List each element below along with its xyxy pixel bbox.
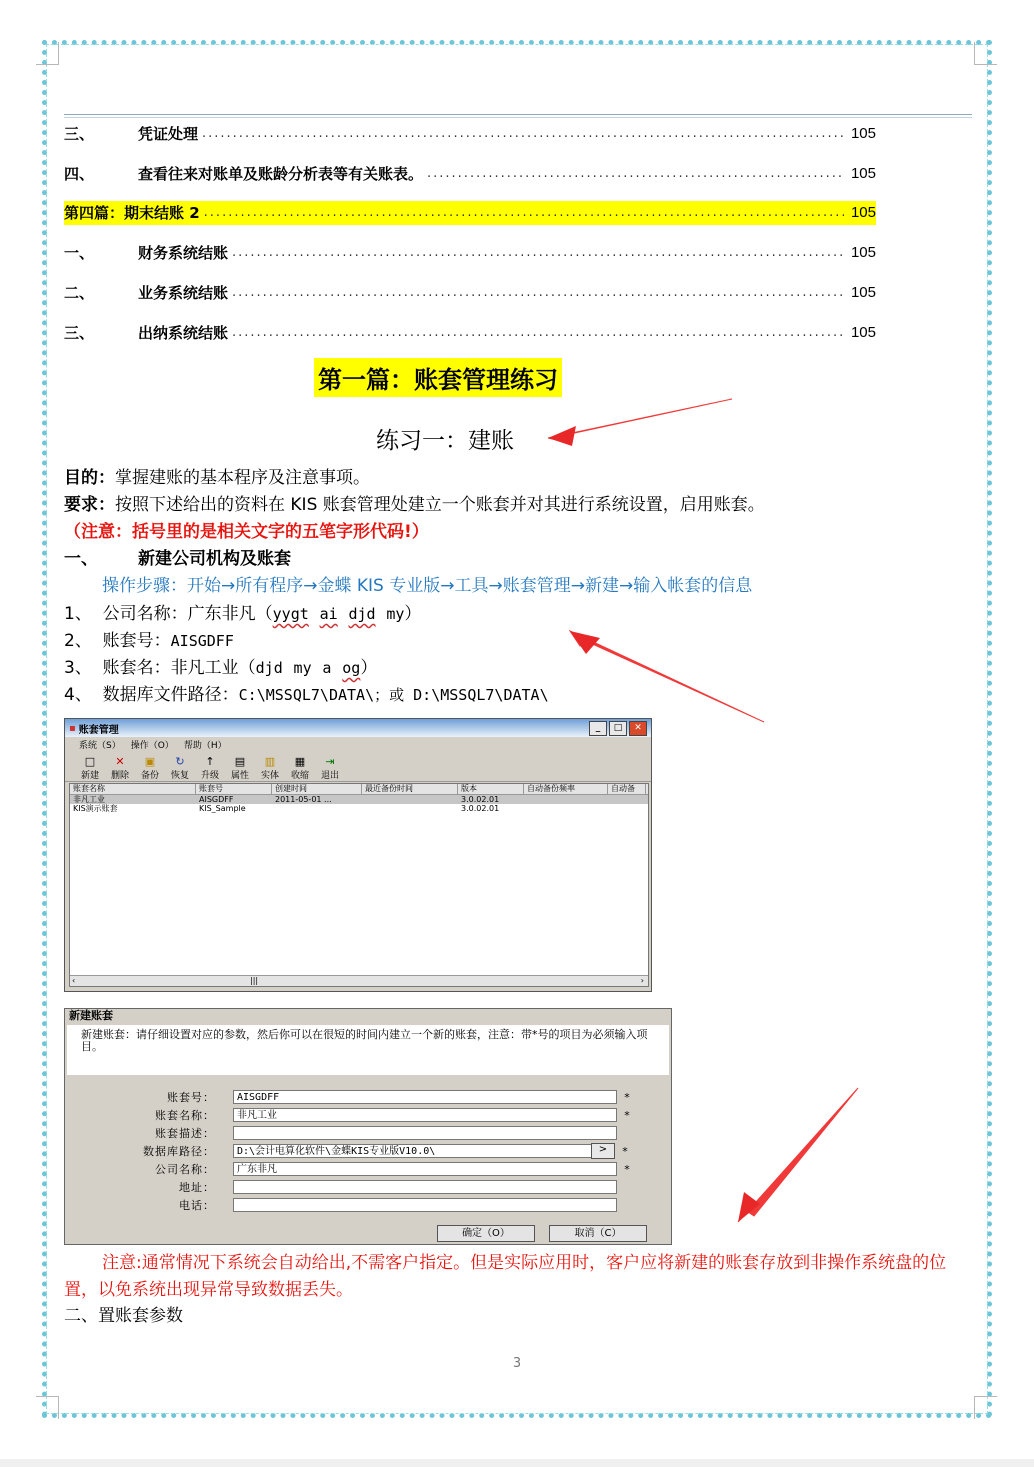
cell: 非凡工业 — [73, 795, 105, 804]
restore-icon: ↻ — [175, 755, 185, 768]
item-number: 2、 — [64, 631, 92, 651]
cell: KIS演示账套 — [73, 804, 118, 813]
cell: AISGDFF — [199, 795, 234, 804]
cell: 3.0.02.01 — [461, 804, 500, 813]
toc-title: 查看往来对账单及账龄分析表等有关账表。 — [138, 165, 424, 183]
delete-label: 删除 — [110, 771, 129, 781]
menu-help[interactable]: 帮助（H） — [183, 740, 227, 751]
upgrade-label: 升级 — [200, 771, 219, 781]
dialog-title: 新建账套 — [69, 1009, 113, 1022]
scroll-right-icon[interactable]: › — [640, 976, 644, 985]
cell: KIS_Sample — [199, 804, 246, 813]
wubi-code: djd — [255, 659, 283, 677]
account-name-input[interactable]: 非凡工业 — [233, 1108, 617, 1122]
compress-label: 收缩 — [290, 771, 309, 781]
toc-page: 105 — [850, 125, 876, 142]
exit-icon: ⇥ — [325, 755, 335, 768]
wubi-code: djd — [348, 605, 376, 623]
item-end: ） — [404, 604, 422, 624]
section1-number: 一、 — [64, 549, 98, 569]
requirement-label: 要求： — [64, 495, 115, 515]
item-number: 3、 — [64, 658, 92, 678]
minimize-icon[interactable]: _ — [589, 721, 607, 736]
item-number: 4、 — [64, 685, 92, 705]
item-value: C:\MSSQL7\DATA\；或 D:\MSSQL7\DATA\ — [238, 686, 549, 704]
required-mark: * — [624, 1162, 630, 1176]
window-title: 账套管理 — [78, 724, 119, 736]
required-mark: * — [622, 1144, 628, 1158]
upgrade-icon: ↑ — [205, 755, 215, 768]
item-label: 账套名：非凡工业（ — [102, 658, 256, 678]
toc-page: 105 — [850, 324, 876, 341]
toc-page: 105 — [850, 244, 876, 261]
toc-page: 105 — [850, 204, 876, 221]
company-name-input[interactable]: 广东非凡 — [233, 1162, 617, 1176]
toc-title: 财务系统结账 — [138, 244, 229, 262]
restore-label: 恢复 — [170, 771, 189, 781]
section1-title: 新建公司机构及账套 — [138, 549, 291, 569]
column-header[interactable]: 账套号 — [196, 784, 272, 794]
required-mark: * — [624, 1090, 630, 1104]
ok-button[interactable]: 确定（O） — [437, 1225, 535, 1242]
dialog-notice: 新建账套：请仔细设置对应的参数，然后你可以在很短的时间内建立一个新的账套，注意：带*号的项目为必须输入项目。 — [67, 1025, 669, 1075]
column-header[interactable]: 创建时间 — [272, 784, 362, 794]
field-label: 公司名称： — [155, 1163, 215, 1176]
toc-title: 第四篇：期末结账 2 — [64, 204, 200, 222]
db-path-input[interactable]: D:\会计电算化软件\金蝶KIS专业版V10.0\ — [233, 1144, 593, 1158]
toc-page: 105 — [850, 284, 876, 301]
item-end: ） — [360, 658, 378, 678]
cancel-button[interactable]: 取消（C） — [549, 1225, 647, 1242]
menu-system[interactable]: 系统（S） — [79, 740, 121, 751]
wubi-code: yygt — [272, 605, 309, 623]
cell: 2011-05-01 ... — [275, 795, 332, 804]
toc-number: 一、 — [64, 244, 95, 262]
field-label: 电话： — [179, 1199, 215, 1212]
arrow-to-title — [548, 399, 732, 442]
app-icon: ▪ — [69, 722, 76, 734]
operation-steps: 操作步骤：开始→所有程序→金蝶 KIS 专业版→工具→账套管理→新建→输入帐套的信息 — [102, 576, 753, 596]
field-label: 地址： — [179, 1181, 215, 1194]
note-bottom: 注意:通常情况下系统会自动给出,不需客户指定。但是实际应用时，客户应将新建的账套存放到非操作系统盘的位置，以免系统出现异常导致数据丢失。 — [64, 1253, 947, 1300]
item-label: 账套号： — [102, 631, 171, 651]
purpose-label: 目的： — [64, 468, 115, 488]
wubi-code: og — [342, 659, 361, 677]
item-label: 数据库文件路径： — [102, 685, 239, 705]
close-icon[interactable]: ✕ — [629, 721, 647, 736]
part-title: 第一篇：账套管理练习 — [314, 358, 562, 397]
column-header[interactable]: 自动备 — [608, 784, 646, 794]
account-number-input[interactable]: AISGDFF — [233, 1090, 617, 1104]
column-header[interactable]: 最近备份时间 — [362, 784, 458, 794]
arrow-to-items — [570, 631, 764, 722]
toc-title: 凭证处理 — [138, 125, 199, 143]
exit-label: 退出 — [320, 771, 339, 781]
column-header[interactable]: 自动备份频率 — [524, 784, 608, 794]
wubi-code: my — [293, 659, 312, 677]
item-number: 1、 — [64, 604, 92, 624]
field-label: 账套名称： — [155, 1109, 215, 1122]
menu-operation[interactable]: 操作（O） — [130, 740, 174, 751]
toc-title: 出纳系统结账 — [138, 324, 229, 342]
compress-icon: ▦ — [294, 755, 306, 768]
field-label: 账套号： — [167, 1091, 215, 1104]
backup-icon: ▣ — [144, 755, 156, 768]
wubi-code: a — [322, 659, 332, 677]
note-red: （注意：括号里的是相关文字的五笔字形代码!） — [64, 522, 429, 542]
wubi-code: ai — [319, 605, 338, 623]
entity-icon: ▥ — [264, 755, 276, 768]
toc-title: 业务系统结账 — [138, 284, 229, 302]
column-header[interactable]: 版本 — [458, 784, 524, 794]
toc-page: 105 — [850, 165, 876, 182]
properties-icon: ▤ — [234, 755, 246, 768]
toc-number: 四、 — [64, 165, 95, 183]
new-icon: □ — [84, 755, 96, 768]
cell: 3.0.02.01 — [461, 795, 500, 804]
requirement-text: 按照下述给出的资料在 KIS 账套管理处建立一个账套并对其进行系统设置，启用账套。 — [115, 495, 765, 515]
new-label: 新建 — [80, 771, 99, 781]
delete-icon: ✕ — [115, 755, 125, 768]
section2-heading: 二、置账套参数 — [64, 1306, 183, 1326]
page-number: 3 — [512, 1356, 522, 1371]
backup-label: 备份 — [140, 771, 159, 781]
column-header[interactable]: 账套名称 — [70, 784, 196, 794]
item-label: 公司名称：广东非凡（ — [102, 604, 273, 624]
maximize-icon[interactable]: □ — [609, 721, 627, 736]
required-mark: * — [624, 1108, 630, 1122]
scroll-thumb-icon[interactable]: ||| — [250, 976, 259, 985]
browse-button[interactable]: > — [591, 1143, 615, 1159]
purpose-text: 掌握建账的基本程序及注意事项。 — [115, 468, 370, 488]
properties-label: 属性 — [230, 771, 249, 781]
scroll-left-icon[interactable]: ‹ — [72, 976, 76, 985]
exercise-title: 练习一：建账 — [376, 428, 514, 454]
entity-label: 实体 — [260, 771, 279, 781]
toc-number: 三、 — [64, 324, 95, 342]
field-label: 数据库路径： — [143, 1145, 215, 1158]
toc-number: 二、 — [64, 284, 95, 302]
toc-number: 三、 — [64, 125, 95, 143]
item-value: AISGDFF — [170, 632, 234, 650]
field-label: 账套描述： — [155, 1127, 215, 1140]
wubi-code: my — [386, 605, 405, 623]
